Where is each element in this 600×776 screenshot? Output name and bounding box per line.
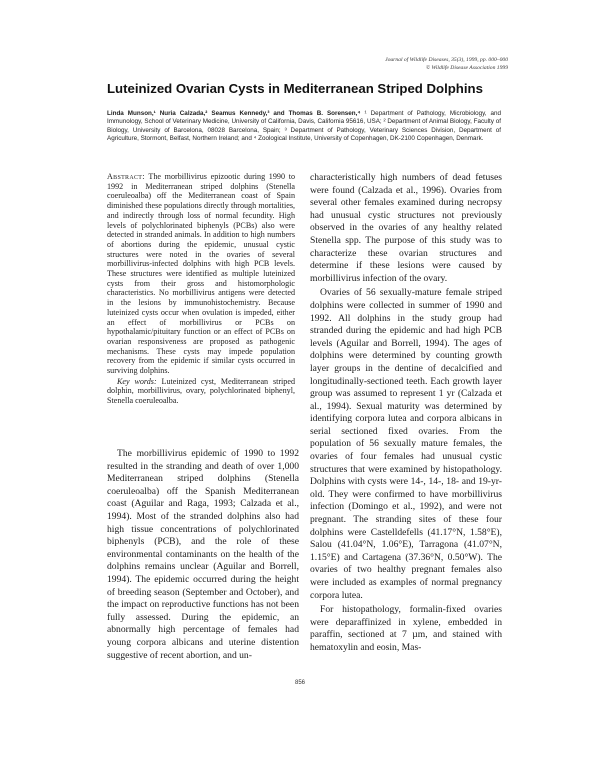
right-column [310,172,502,655]
abstract-text: The morbillivirus epizootic during 1990 to 1992 in Mediterranean striped dolphins (Stenella coeruleoalba) off the Mediterranean coast of Spain diminished these populations directly through mortalities, and indirectly through loss of normal fecundity. High levels of polychlorinated biphenyls (PCBs) also were detected in stranded animals. In addition to high numbers of abortions during the epidemic, unusual cystic structures were noted in the ovaries of several morbillivirus-infected dolphins with high PCB levels. These structures were identified as multiple luteinized cysts from their gross and histomorphologic characteristics. No morbillivirus antigens were detected in the lesions by immunohistochemistry. Because luteinized cysts occur when ovulation is impeded, either an effect of morbillivirus or PCBs on hypothalamic/pituitary function or an effect of PCBs on ovarian responsiveness are proposed as pathogenic mechanisms. These cysts may impede population recovery from the epidemic if similar cysts occurred in surviving dolphins. [107,172,295,376]
journal-citation-line: Journal of Wildlife Diseases, 35(3), 1999, pp. 000–000 [385,57,508,63]
body-paragraph-1: characteristically high numbers of dead fetuses were found (Calzada et al., 1996). Ovaries from several other females examined during necropsy had unusual cystic structures not previously observed in the ovaries of any healthy related Stenella spp. The purpose of this study was to characterize these ovarian structures and determine if these lesions were caused by morbillivirus infection of the ovary. [310,172,502,284]
intro-paragraph: The morbillivirus epidemic of 1990 to 1992 resulted in the stranding and death of over 1,000 Mediterranean striped dolphins (Stenella coeruleoalba) off the Spanish Mediterranean coast (Aguilar and Raga, 1993; Calzada et al., 1994). Most of the stranded dolphins also had high tissue concentrations of polychlorinated biphenyls (PCB), and the role of these environmental contaminants on the health of the dolphins remains unclear (Aguilar and Borrell, 1994). The epidemic occurred during the height of breeding season (September and October), and the impact on reproductive functions has not been fully assessed. During the epidemic, an abnormally high percentage of females had young corpora albicans and uterine distention suggestive of recent abortion, and un- [107,448,299,661]
keywords [107,377,295,406]
body-paragraph-2: Ovaries of 56 sexually-mature female striped dolphins were collected in summer of 1990 and 1992. All dolphins in the study group had stranded during the epidemic and had high PCB levels (Aguilar and Borrell, 1994). The ages of dolphins were determined by counting growth layer groups in the dentine of decalcified and longitudinally-sectioned teeth. Each growth layer group was assumed to represent 1 yr (Calzada et al., 1994). Sexual maturity was determined by identifying corpora lutea and corpora albicans in serial sectioned fixed ovaries. From the population of 56 sexually mature females, the ovaries of four females had unusual cystic structures that were examined by histopathology. Dolphins with cysts were 14-, 14-, 18- and 19-yr-old. They were confirmed to have morbillivirus infection (Domingo et al., 1992), and were not pregnant. The stranding sites of these four dolphins were Castelldefells (41.17°N, 1.58°E), Salou (41.04°N, 1.06°E), Tarragona (41.07°N, 1.15°E) and Cartagena (37.36°N, 0.50°W). The ovaries of two healthy pregnant females also were included as examples of normal pregnancy corpora lutea. [310,287,502,601]
introduction [107,448,299,662]
abstract [107,172,295,406]
page-number: 856 [294,680,305,686]
author-affiliations: ¹ Department of Pathology, Microbiology, and Immunology, School of Veterinary Medicine, University of California, Davis, California 95616, USA; ² Department of Animal Biology, Faculty of Biology, University of Barcelona, 08028 Barcelona, Spain; ³ Department of Pathology, Veterinary Sciences Division, Department of Agriculture, Stormont, Belfast, Northern Ireland; and ⁴ Zoological Institute, University of Copenhagen, DK-2100 Copenhagen, Denmark. [107,110,502,143]
journal-copyright-line: © Wildlife Disease Association 1999 [425,65,508,71]
author-names: Linda Munson,¹ Nuria Calzada,² Seamus Kennedy,³ and Thomas B. Sorensen,⁴ [107,110,361,117]
article-title: Luteinized Ovarian Cysts in Mediterranean Striped Dolphins [107,81,483,96]
abstract-label: Abstract: [107,172,145,181]
keywords-label: Key words: [117,376,157,386]
keywords-text: Luteinized cyst, Mediterranean striped dolphin, morbillivirus, ovary, polychlorinated biphenyl, Stenella coeruleoalba. [107,376,295,406]
author-block [107,110,501,144]
journal-citation [288,56,508,72]
body-paragraph-3: For histopathology, formalin-fixed ovaries were deparaffinized in xylene, embedded in paraffin, sectioned at 7 µm, and stained with hematoxylin and eosin, Mas- [310,604,502,653]
